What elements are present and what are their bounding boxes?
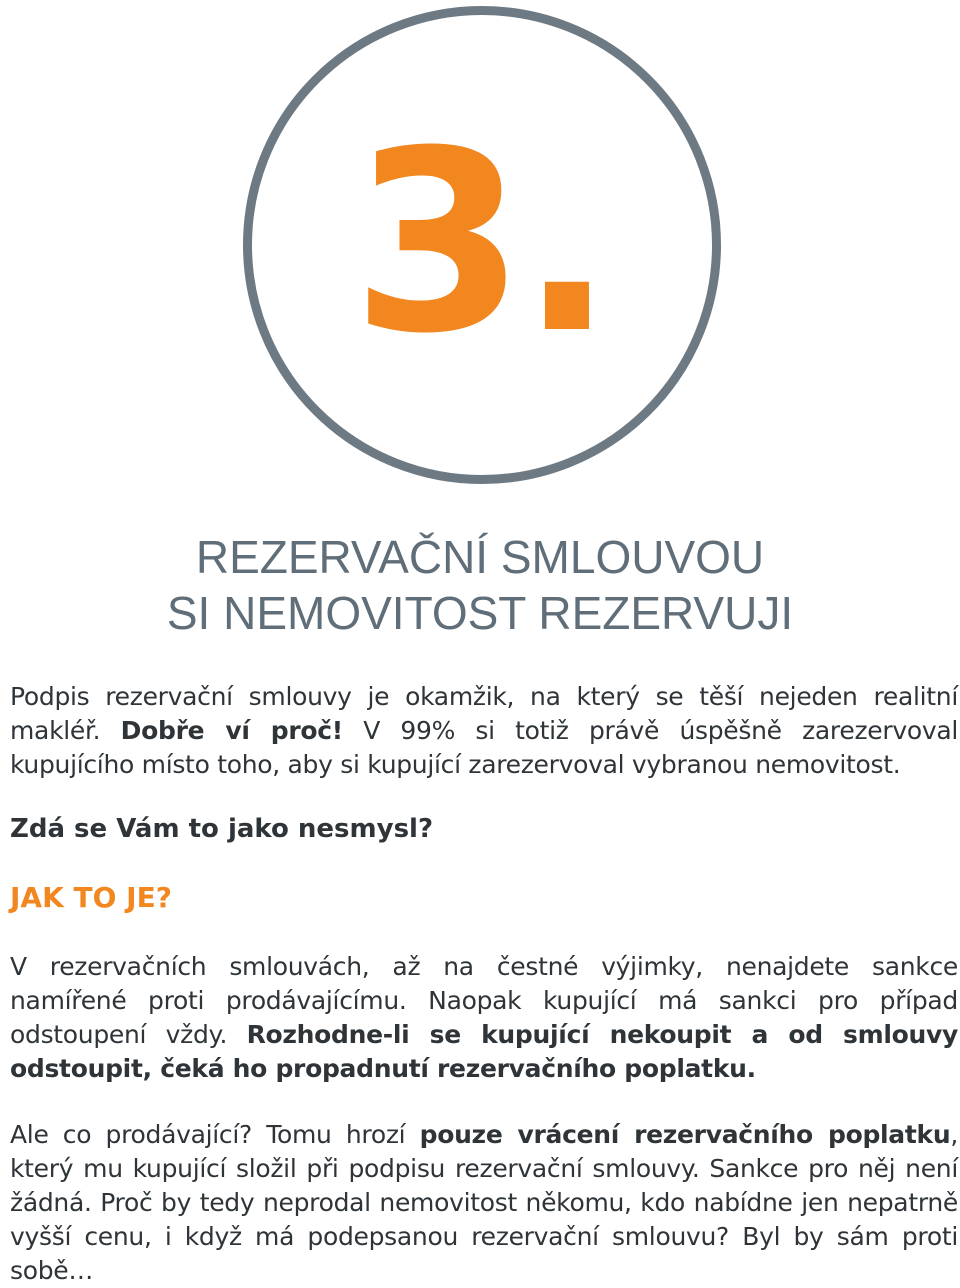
- text: V 99% si totiž právě úspěšně zarezervoval kupujícího místo toho, aby si kupující zarezervoval vybranou nemovitost.: [10, 716, 958, 779]
- title-line-2: SI NEMOVITOST REZERVUJI: [166, 587, 794, 639]
- bold-text: Dobře ví proč!: [120, 716, 343, 745]
- bold-text: pouze vrácení rezervačního poplatku: [419, 1120, 951, 1149]
- text: , který mu kupující složil při podpisu rezervační smlouvy. Sankce pro něj není žádná. Proč by tedy neprodal nemovitost někomu, kdo nabídne jen nepatrně vyšší cenu, i když má podepsanou rezervační smlouvu? Byl by sám proti sobě…: [10, 1120, 959, 1285]
- text: Ale co prodávající? Tomu hrozí: [10, 1120, 420, 1149]
- text: V rezervačních smlouvách, až na čestné výjimky, nenajdete sankce namířené proti prodávajícímu. Naopak kupující má sankci pro případ odstoupení vždy.: [10, 952, 958, 1049]
- paragraph-seller: [10, 1118, 958, 1288]
- bold-text: Rozhodne-li se kupující nekoupit a od smlouvy odstoupit, čeká ho propadnutí rezervačního poplatku.: [10, 1020, 958, 1083]
- step-number: 3.: [351, 97, 609, 388]
- text: Podpis rezervační smlouvy je okamžik, na který se těší nejeden realitní makléř.: [10, 682, 958, 745]
- paragraph-sanctions: [10, 950, 958, 1086]
- section-subheading: JAK TO JE?: [10, 881, 172, 914]
- question-heading: Zdá se Vám to jako nesmysl?: [10, 814, 434, 844]
- title-line-1: REZERVAČNÍ SMLOUVOU: [195, 531, 765, 583]
- paragraph-intro: [10, 680, 958, 782]
